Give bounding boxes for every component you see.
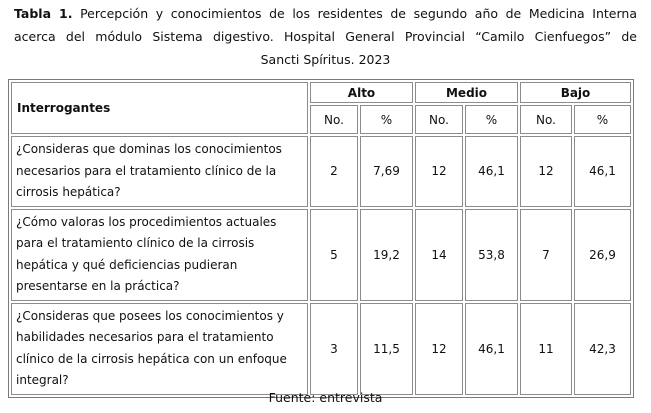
group-header-alto: Alto xyxy=(310,82,413,103)
data-table xyxy=(8,79,634,398)
value-cell: 12 xyxy=(415,136,463,207)
caption-line-2: acerca del módulo Sistema digestivo. Hospital General Provincial “Camilo Cienfuegos” de xyxy=(14,29,637,44)
question-cell: ¿Consideras que posees los conocimientos y habilidades necesarios para el tratamiento clínico de la cirrosis hepática con un enfoque integral? xyxy=(11,303,308,395)
subheader-bajo-pct: % xyxy=(574,105,631,134)
value-cell: 46,1 xyxy=(465,136,518,207)
value-cell: 46,1 xyxy=(574,136,631,207)
table-caption xyxy=(14,2,637,71)
value-cell: 12 xyxy=(415,303,463,395)
subheader-bajo-no: No. xyxy=(520,105,572,134)
value-cell: 46,1 xyxy=(465,303,518,395)
value-cell: 53,8 xyxy=(465,209,518,301)
subheader-alto-no: No. xyxy=(310,105,358,134)
value-cell: 11 xyxy=(520,303,572,395)
table-row xyxy=(11,136,631,207)
value-cell: 19,2 xyxy=(360,209,413,301)
subheader-alto-pct: % xyxy=(360,105,413,134)
group-header-medio: Medio xyxy=(415,82,518,103)
caption-text-1: Percepción y conocimientos de los residentes de segundo año de Medicina Interna xyxy=(80,6,637,21)
caption-label: Tabla 1. xyxy=(14,6,73,21)
value-cell: 11,5 xyxy=(360,303,413,395)
table-row xyxy=(11,209,631,301)
table-row xyxy=(11,303,631,395)
header-row-groups xyxy=(11,82,631,103)
question-cell: ¿Cómo valoras los procedimientos actuales para el tratamiento clínico de la cirrosis hepática y qué deficiencias pudieran presentarse en la práctica? xyxy=(11,209,308,301)
group-header-bajo: Bajo xyxy=(520,82,631,103)
subheader-medio-pct: % xyxy=(465,105,518,134)
value-cell: 5 xyxy=(310,209,358,301)
caption-line-1 xyxy=(14,2,637,25)
source-note: Fuente: entrevista xyxy=(268,390,383,405)
value-cell: 3 xyxy=(310,303,358,395)
column-header-interrogantes: Interrogantes xyxy=(11,82,308,134)
value-cell: 14 xyxy=(415,209,463,301)
value-cell: 12 xyxy=(520,136,572,207)
question-cell: ¿Consideras que dominas los conocimientos necesarios para el tratamiento clínico de la cirrosis hepática? xyxy=(11,136,308,207)
value-cell: 7,69 xyxy=(360,136,413,207)
value-cell: 26,9 xyxy=(574,209,631,301)
value-cell: 2 xyxy=(310,136,358,207)
caption-line-3: Sancti Spíritus. 2023 xyxy=(260,52,391,67)
subheader-medio-no: No. xyxy=(415,105,463,134)
value-cell: 42,3 xyxy=(574,303,631,395)
value-cell: 7 xyxy=(520,209,572,301)
